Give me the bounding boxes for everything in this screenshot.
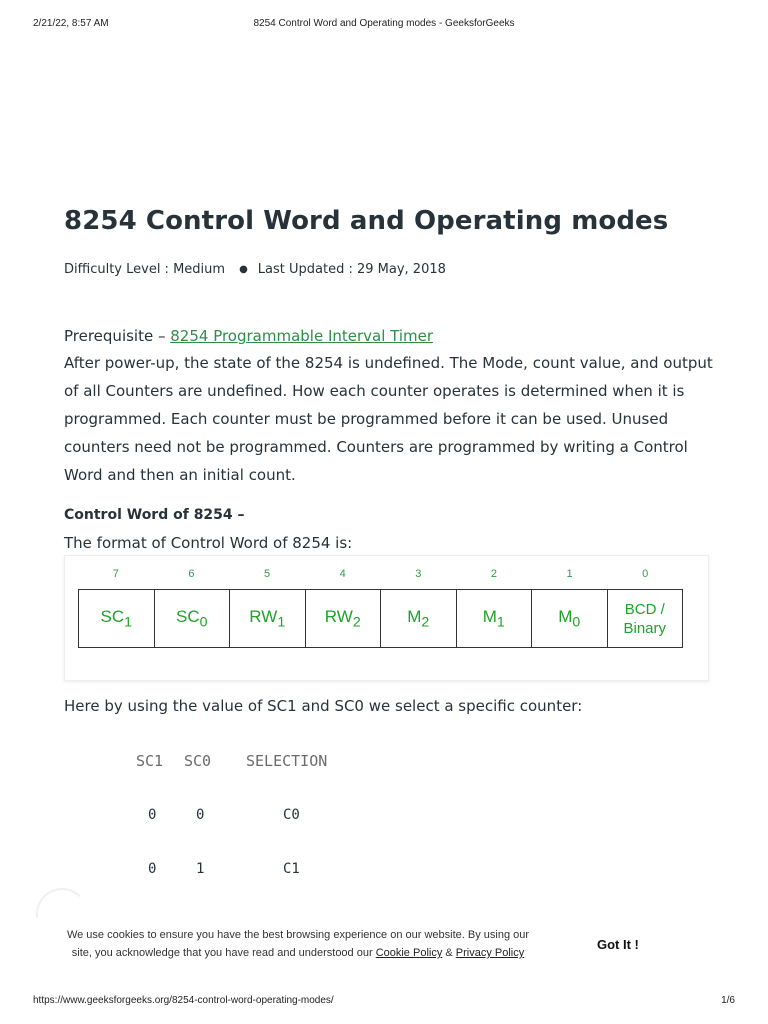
print-date: 2/21/22, 8:57 AM [33,18,109,29]
bit-number-row [78,568,683,582]
cookie-policy-link[interactable]: Cookie Policy [375,947,443,959]
bit-number: 2 [490,568,497,580]
bit-number: 3 [415,568,422,580]
cookie-message: We use cookies to ensure you have the best browsing experience on our website. By using our site, you acknowledge that you have read and understood our Cookie Policy & Privacy Policy [66,929,530,959]
field-m2: $M_2$ [381,590,457,648]
header-sc0: SC0 [184,752,212,770]
bit-number: 5 [264,568,271,580]
print-url: https://www.geeksforgeeks.org/8254-control-word-operating-modes/ [33,995,334,1006]
bullet-icon: ● [239,264,248,275]
print-footer [33,995,735,1009]
bit-number: 4 [339,568,346,580]
header-selection: SELECTION [246,752,328,770]
field-sc0: $SC_0$ [154,590,230,648]
bit-number: 1 [566,568,573,580]
field-bcd-binary: BCD / Binary [607,590,683,648]
table-cell: 1 [196,861,205,877]
article-meta [64,262,446,277]
control-word-table [78,589,683,648]
field-m0: $M_0$ [532,590,608,648]
bit-number: 0 [642,568,649,580]
table-cell: 0 [196,807,205,823]
prerequisite-line [64,322,714,350]
bit-number: 7 [112,568,119,580]
field-rw2: $RW_2$ [305,590,381,648]
got-it-button[interactable]: Got It ! [597,937,639,952]
print-header [33,18,735,34]
prerequisite-link[interactable]: 8254 Programmable Interval Timer [170,327,434,345]
table-cell: C0 [283,807,300,823]
selection-line: Here by using the value of SC1 and SC0 we select a specific counter: [64,697,583,715]
last-updated: Last Updated : 29 May, 2018 [257,262,446,277]
print-doc-title: 8254 Control Word and Operating modes - GeeksforGeeks [253,18,515,29]
prerequisite-label: Prerequisite – [64,327,171,345]
table-cell: C1 [283,861,300,877]
control-word-heading: Control Word of 8254 – [64,507,245,523]
control-word-row [79,590,683,648]
table-cell: 0 [148,807,157,823]
difficulty-level: Difficulty Level : Medium [64,262,226,277]
format-line: The format of Control Word of 8254 is: [64,534,353,552]
intro-paragraph: After power-up, the state of the 8254 is undefined. The Mode, count value, and output of all Counters are undefined. How each counter operates is determined when it is programmed. Each counter must be programmed before it can be used. Unused counters need not be programmed. Counters are programmed by writing a Control Word and then an initial count. [64,354,713,484]
page-number: 1/6 [721,995,735,1006]
cookie-banner [33,918,735,990]
page-title: 8254 Control Word and Operating modes [64,206,669,236]
table-cell: 0 [148,861,157,877]
privacy-policy-link[interactable]: Privacy Policy [455,947,525,959]
field-m1: $M_1$ [456,590,532,648]
field-sc1: $SC_1$ [79,590,155,648]
field-rw1: $RW_1$ [230,590,306,648]
bit-number: 6 [188,568,195,580]
header-sc1: SC1 [136,752,164,770]
